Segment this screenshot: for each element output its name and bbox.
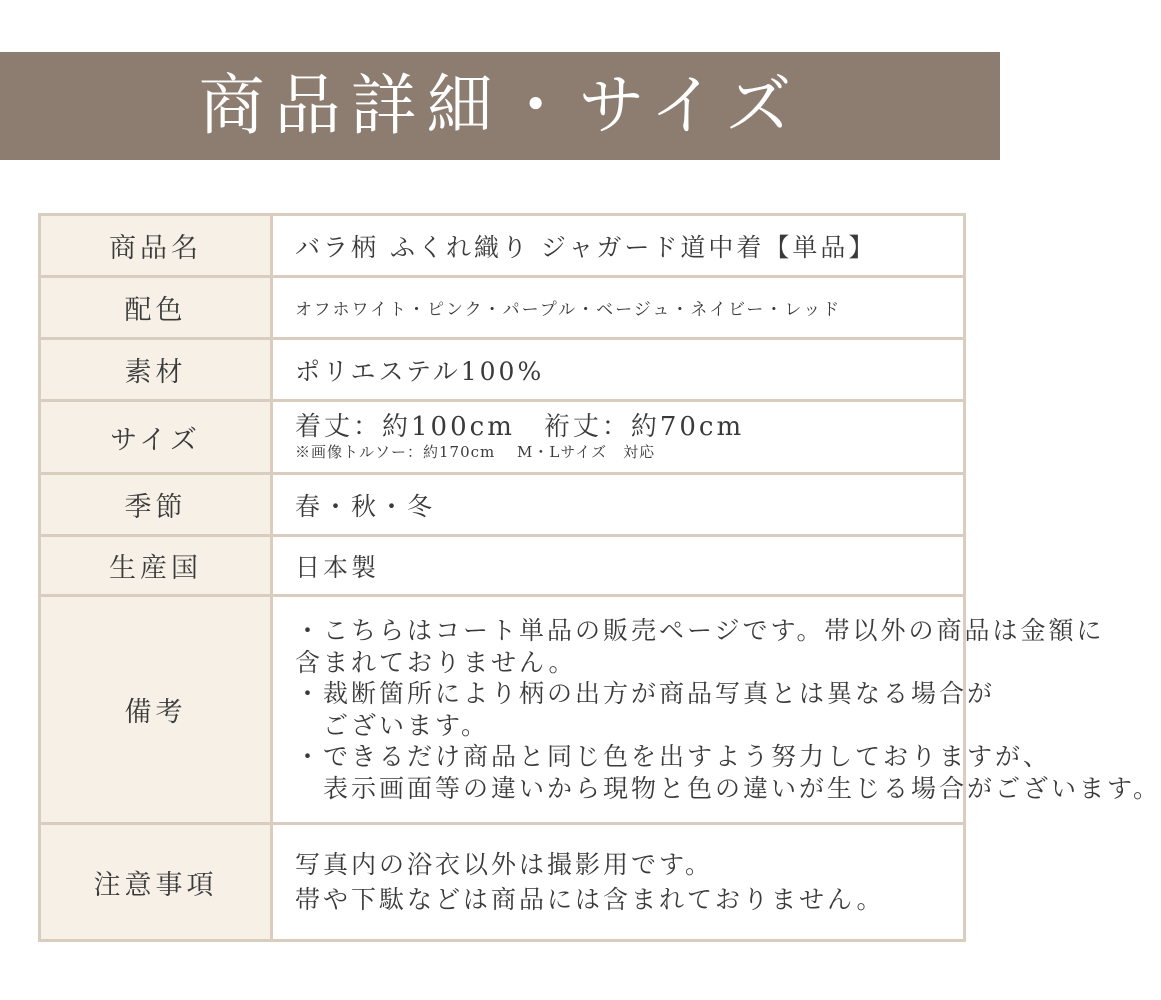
remarks-line: ・裁断箇所により柄の出方が商品写真とは異なる場合が: [295, 679, 996, 708]
value-material: ポリエステル100%: [272, 339, 965, 401]
row-origin: [40, 536, 965, 596]
remarks-line: ・こちらはコート単品の販売ページです。帯以外の商品は金額に: [295, 616, 1105, 645]
remarks-line: ございます。: [295, 710, 490, 740]
row-color: [40, 277, 965, 339]
label-season: 季節: [40, 474, 272, 536]
row-season: [40, 474, 965, 536]
label-color: 配色: [40, 277, 272, 339]
label-origin: 生産国: [40, 536, 272, 596]
value-notes: [272, 824, 965, 941]
label-notes: 注意事項: [40, 824, 272, 941]
row-remarks: [40, 596, 965, 824]
label-material: 素材: [40, 339, 272, 401]
row-product-name: [40, 215, 965, 277]
notes-line: 写真内の浴衣以外は撮影用です。: [295, 850, 714, 879]
header-banner: [0, 52, 1000, 160]
remarks-line: 含まれておりません。: [295, 647, 577, 677]
notes-line: 帯や下駄などは商品には含まれておりません。: [295, 885, 885, 914]
page-title: 商品詳細・サイズ: [198, 67, 802, 144]
value-color: オフホワイト・ピンク・パープル・ベージュ・ネイビー・レッド: [272, 277, 965, 339]
value-season: 春・秋・冬: [272, 474, 965, 536]
label-remarks: 備考: [40, 596, 272, 824]
value-product-name: バラ柄 ふくれ織り ジャガード道中着【単品】: [272, 215, 965, 277]
row-material: [40, 339, 965, 401]
remarks-line: 表示画面等の違いから現物と色の違いが生じる場合がございます。: [295, 773, 1161, 803]
size-note: ※画像トルソー：約170cm M・Lサイズ 対応: [295, 443, 656, 461]
value-origin: 日本製: [272, 536, 965, 596]
label-product-name: 商品名: [40, 215, 272, 277]
value-size: 着丈：約100cm 裄丈：約70cm: [295, 412, 745, 442]
remarks-line: ・できるだけ商品と同じ色を出すよう努力しておりますが、: [295, 742, 1052, 771]
value-remarks: [272, 596, 1161, 824]
spec-table: [38, 213, 1161, 942]
value-size-cell: [272, 401, 965, 474]
row-size: [40, 401, 965, 474]
label-size: サイズ: [40, 401, 272, 474]
row-notes: [40, 824, 965, 941]
